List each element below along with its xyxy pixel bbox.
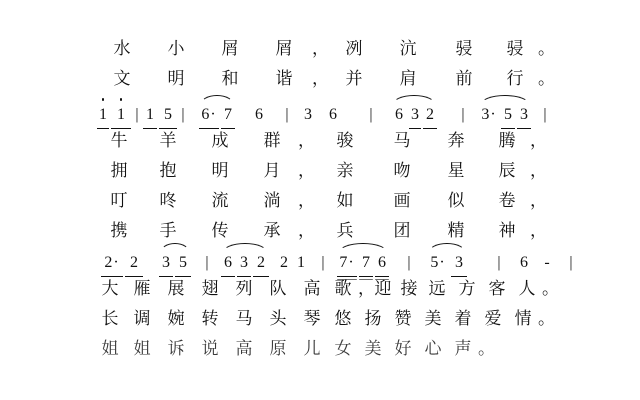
lyric-syllable: 手 [159,221,177,240]
lyric-syllable: 队 [269,279,287,298]
lyric-syllable: 月 [263,161,281,180]
lyric-syllable: 并 [345,69,363,88]
lyric-syllable: 转 [201,309,219,328]
lyric-syllable: 牛 [110,131,128,150]
lyric-line [96,64,555,94]
lyric-syllable: 文 [113,69,131,88]
lyric-syllable: 迎 [374,279,392,298]
note: 7· [336,252,358,274]
lyric-line [96,186,548,216]
note: 3 [158,252,174,274]
lyric-syllable: 辰 [498,161,516,180]
lyric-line-clipped [96,334,548,358]
lyric-syllable: 扬 [364,309,382,328]
lyric-syllable: 骎 [455,39,473,58]
note: 5 [174,252,192,274]
note: 6 [520,254,528,271]
lyric-syllable: 冽 [345,39,363,58]
lyric-syllable: 大 [101,279,119,298]
lyric-syllable: 星 [447,161,465,180]
lyric-syllable: 携 [110,221,128,240]
lyric-syllable: 高 [303,279,321,298]
barline: | [181,106,185,123]
lyric-punct: ， [312,69,329,88]
lyric-syllable: 儿 [303,339,321,358]
lyric-syllable: 羊 [159,131,177,150]
lyric-syllable: 列 [235,279,253,298]
note: 2 [124,252,144,274]
lyric-punct: 。 [538,309,555,328]
lyric-syllable: 似 [447,191,465,210]
lyric-syllable: 马 [393,131,411,150]
lyric-punct: ， [530,131,547,150]
note-group [336,252,390,274]
lyric-syllable: 客 [488,279,506,298]
lyric-syllable: 沆 [399,39,417,58]
lyric-line [96,274,559,304]
note-group [276,252,310,274]
lyric-syllable: 如 [336,191,354,210]
lyric-syllable: 淌 [263,191,281,210]
note: 2 [280,254,288,271]
lyric-punct: ， [530,191,547,210]
note: 6 [220,252,236,274]
system-1 [96,34,555,94]
lyric-syllable: 兵 [336,221,354,240]
barline: | [205,254,209,271]
lyric-syllable: 方 [458,279,476,298]
lyric-syllable: 流 [211,191,229,210]
lyric-syllable: 好 [394,339,412,358]
lyric-syllable: 谐 [275,69,293,88]
lyric-syllable: 肩 [399,69,417,88]
notation-line [96,96,548,126]
lyric-punct: ， [530,221,547,240]
lyric-syllable: 调 [133,309,151,328]
lyric-syllable: 婉 [167,309,185,328]
lyric-punct: 。 [542,279,559,298]
lyric-punct: ， [530,161,547,180]
lyric-syllable: 群 [263,131,281,150]
barline: | [407,254,411,271]
system-2 [96,96,548,246]
note: 3 [304,106,312,123]
lyric-syllable: 女 [334,339,352,358]
lyric-punct: ， [298,221,315,240]
note: 6 [329,106,337,123]
lyric-syllable: 姐 [101,339,119,358]
note-group [158,252,192,274]
lyric-syllable: 成 [211,131,229,150]
note: 3 [236,252,252,274]
lyric-syllable: 屑 [275,39,293,58]
note: 3 [516,104,532,126]
lyric-punct: ， [298,161,315,180]
lyric-line [96,126,548,156]
lyric-syllable: 明 [211,161,229,180]
system-3 [96,244,573,358]
note-group [426,252,468,274]
lyric-syllable: 声 [454,339,472,358]
lyric-syllable: 人 [518,279,536,298]
lyric-punct: ， [358,279,375,298]
note: 6· [198,104,220,126]
lyric-syllable: 着 [454,309,472,328]
lyric-syllable: 叮 [110,191,128,210]
lyric-syllable: 骎 [506,39,524,58]
lyric-syllable: 远 [428,279,446,298]
note: 5 [500,104,516,126]
lyric-syllable: 长 [101,309,119,328]
note-group [298,104,348,126]
note: 3· [481,106,497,123]
lyric-syllable: 画 [393,191,411,210]
lyric-syllable: 和 [221,69,239,88]
note-group [478,104,532,126]
lyric-syllable: 抱 [159,161,177,180]
lyric-line [96,216,548,246]
lyric-syllable: 明 [167,69,185,88]
lyric-syllable: 悠 [334,309,352,328]
lyric-line [96,34,555,64]
lyric-syllable: 团 [393,221,411,240]
lyric-syllable: 情 [514,309,532,328]
note: 7 [358,252,374,274]
lyric-syllable: 翅 [201,279,219,298]
lyric-punct: 。 [538,39,555,58]
lyric-syllable: 咚 [159,191,177,210]
lyric-syllable: 水 [113,39,131,58]
lyric-syllable: 说 [201,339,219,358]
lyric-syllable: 接 [400,279,418,298]
lyric-syllable: 亲 [336,161,354,180]
note-extension: - [544,254,550,271]
lyric-syllable: 高 [235,339,253,358]
note: 2· [100,252,124,274]
lyric-syllable: 骏 [336,131,354,150]
notation-line [96,244,573,274]
note-group [220,252,270,274]
note: 1 [142,104,158,126]
note-group [390,104,438,126]
lyric-syllable: 原 [269,339,287,358]
note-group [142,104,178,126]
lyric-line [96,156,548,186]
note-group [100,252,144,274]
barline: | [369,106,373,123]
lyric-syllable: 展 [167,279,185,298]
note: 1 [297,254,305,271]
note: 2 [422,104,438,126]
lyric-syllable: 头 [269,309,287,328]
lyric-syllable: 腾 [498,131,516,150]
lyric-syllable: 赞 [394,309,412,328]
lyric-syllable: 行 [506,69,524,88]
lyric-syllable: 卷 [498,191,516,210]
barline: | [135,106,139,123]
lyric-syllable: 琴 [303,309,321,328]
lyric-syllable: 美 [364,339,382,358]
note: 6 [374,252,390,274]
lyric-syllable: 雁 [133,279,151,298]
lyric-punct: ， [312,39,329,58]
barline: | [461,106,465,123]
note: 1 [96,104,110,126]
lyric-syllable: 吻 [393,161,411,180]
barline: | [497,254,501,271]
note: 5· [430,254,446,271]
note: 1 [110,104,132,126]
lyric-punct: 。 [538,69,555,88]
lyric-syllable: 前 [455,69,473,88]
lyric-syllable: 小 [167,39,185,58]
lyric-punct: ， [298,131,315,150]
lyric-punct: ， [298,191,315,210]
note-group [96,104,132,126]
barline: | [321,254,325,271]
lyric-syllable: 马 [235,309,253,328]
lyric-syllable: 神 [498,221,516,240]
note: 6 [395,106,403,123]
barline: | [543,106,547,123]
note-group [198,104,236,126]
note: 5 [158,104,178,126]
lyric-punct: 。 [478,339,495,358]
note: 2 [252,252,270,274]
lyric-syllable: 拥 [110,161,128,180]
lyric-syllable: 诉 [167,339,185,358]
lyric-syllable: 爱 [484,309,502,328]
lyric-syllable: 心 [424,339,442,358]
note: 7 [220,104,236,126]
lyric-line [96,304,555,334]
note: 3 [450,252,468,274]
note: 6 [255,106,263,123]
lyric-syllable: 姐 [133,339,151,358]
lyric-syllable: 承 [263,221,281,240]
lyric-syllable: 屑 [221,39,239,58]
lyric-syllable: 精 [447,221,465,240]
barline: | [569,254,573,271]
lyric-syllable: 歌 [334,279,352,298]
lyric-syllable: 奔 [447,131,465,150]
note: 3 [408,104,422,126]
note-group [514,252,560,274]
lyric-syllable: 传 [211,221,229,240]
barline: | [285,106,289,123]
lyric-syllable: 美 [424,309,442,328]
